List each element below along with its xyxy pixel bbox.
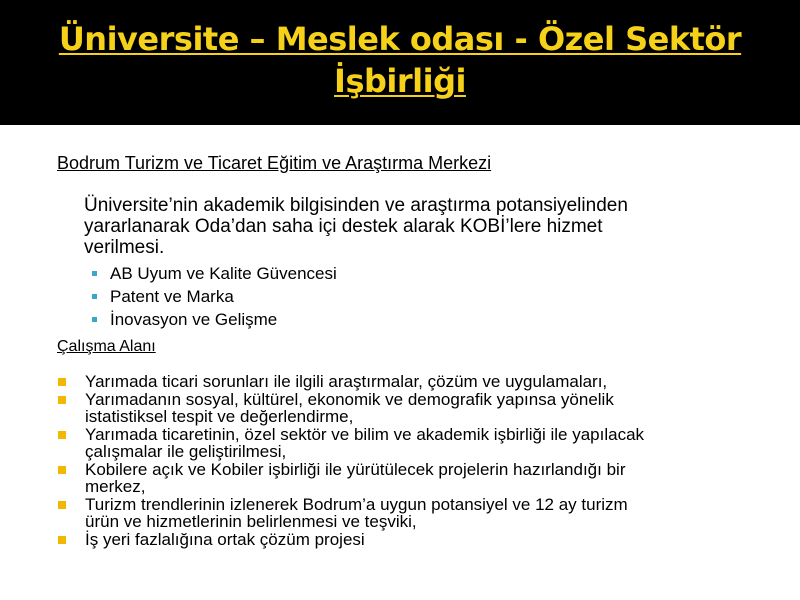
square-bullet-icon <box>58 466 66 474</box>
work-area-item-line: ürün ve hizmetlerinin belirlenmesi ve teşviki, <box>85 512 417 531</box>
work-area-item-line: Yarımada ticaretinin, özel sektör ve bilim ve akademik işbirliği ile yapılacak <box>85 424 645 444</box>
work-area-item-line: Turizm trendlerinin izlenerek Bodrum’a uygun potansiyel ve 12 ay turizm <box>85 494 628 514</box>
service-list <box>92 262 337 331</box>
work-area-list <box>58 373 788 548</box>
work-area-item <box>58 391 788 426</box>
slide-title-line-1: Üniversite – Meslek odası - Özel Sektör <box>58 20 742 58</box>
service-item-label: AB Uyum ve Kalite Güvencesi <box>110 264 337 283</box>
work-area-item <box>58 426 788 461</box>
service-item <box>92 308 337 331</box>
service-item-label: İnovasyon ve Gelişme <box>110 310 278 329</box>
square-bullet-icon <box>92 317 97 322</box>
description-line: Üniversite’nin akademik bilgisinden ve araştırma potansiyelinden <box>84 195 628 216</box>
service-item <box>92 262 337 285</box>
slide-title <box>0 18 800 102</box>
work-area-item-line: Yarımadanın sosyal, kültürel, ekonomik ve demografik yapınsa yönelik <box>85 389 614 409</box>
work-area-item-line: istatistiksel tespit ve değerlendirme, <box>85 407 354 426</box>
square-bullet-icon <box>92 294 97 299</box>
square-bullet-icon <box>92 271 97 276</box>
work-area-item <box>58 531 788 549</box>
work-area-item-line: Yarımada ticari sorunları ile ilgili araştırmalar, çözüm ve uygulamaları, <box>85 372 608 391</box>
square-bullet-icon <box>58 536 66 544</box>
work-area-item-line: Kobilere açık ve Kobiler işbirliği ile yürütülecek projelerin hazırlandığı bir <box>85 459 626 479</box>
service-item <box>92 285 337 308</box>
square-bullet-icon <box>58 378 66 386</box>
slide-title-line-2: İşbirliği <box>334 62 466 100</box>
square-bullet-icon <box>58 501 66 509</box>
square-bullet-icon <box>58 396 66 404</box>
work-area-item <box>58 496 788 531</box>
work-area-item <box>58 461 788 496</box>
work-area-item-line: çalışmalar ile geliştirilmesi, <box>85 442 287 461</box>
section-heading-work-area: Çalışma Alanı <box>57 338 156 355</box>
work-area-item-line: İş yeri fazlalığına ortak çözüm projesi <box>85 529 365 549</box>
section-heading-center: Bodrum Turizm ve Ticaret Eğitim ve Araştırma Merkezi <box>57 153 492 173</box>
work-area-item <box>58 373 788 391</box>
description-line: yararlanarak Oda’dan saha içi destek alarak KOBİ’lere hizmet <box>84 216 603 237</box>
service-item-label: Patent ve Marka <box>110 287 234 306</box>
description-line: verilmesi. <box>84 237 165 258</box>
square-bullet-icon <box>58 431 66 439</box>
center-description <box>84 195 784 258</box>
work-area-item-line: merkez, <box>85 477 146 496</box>
